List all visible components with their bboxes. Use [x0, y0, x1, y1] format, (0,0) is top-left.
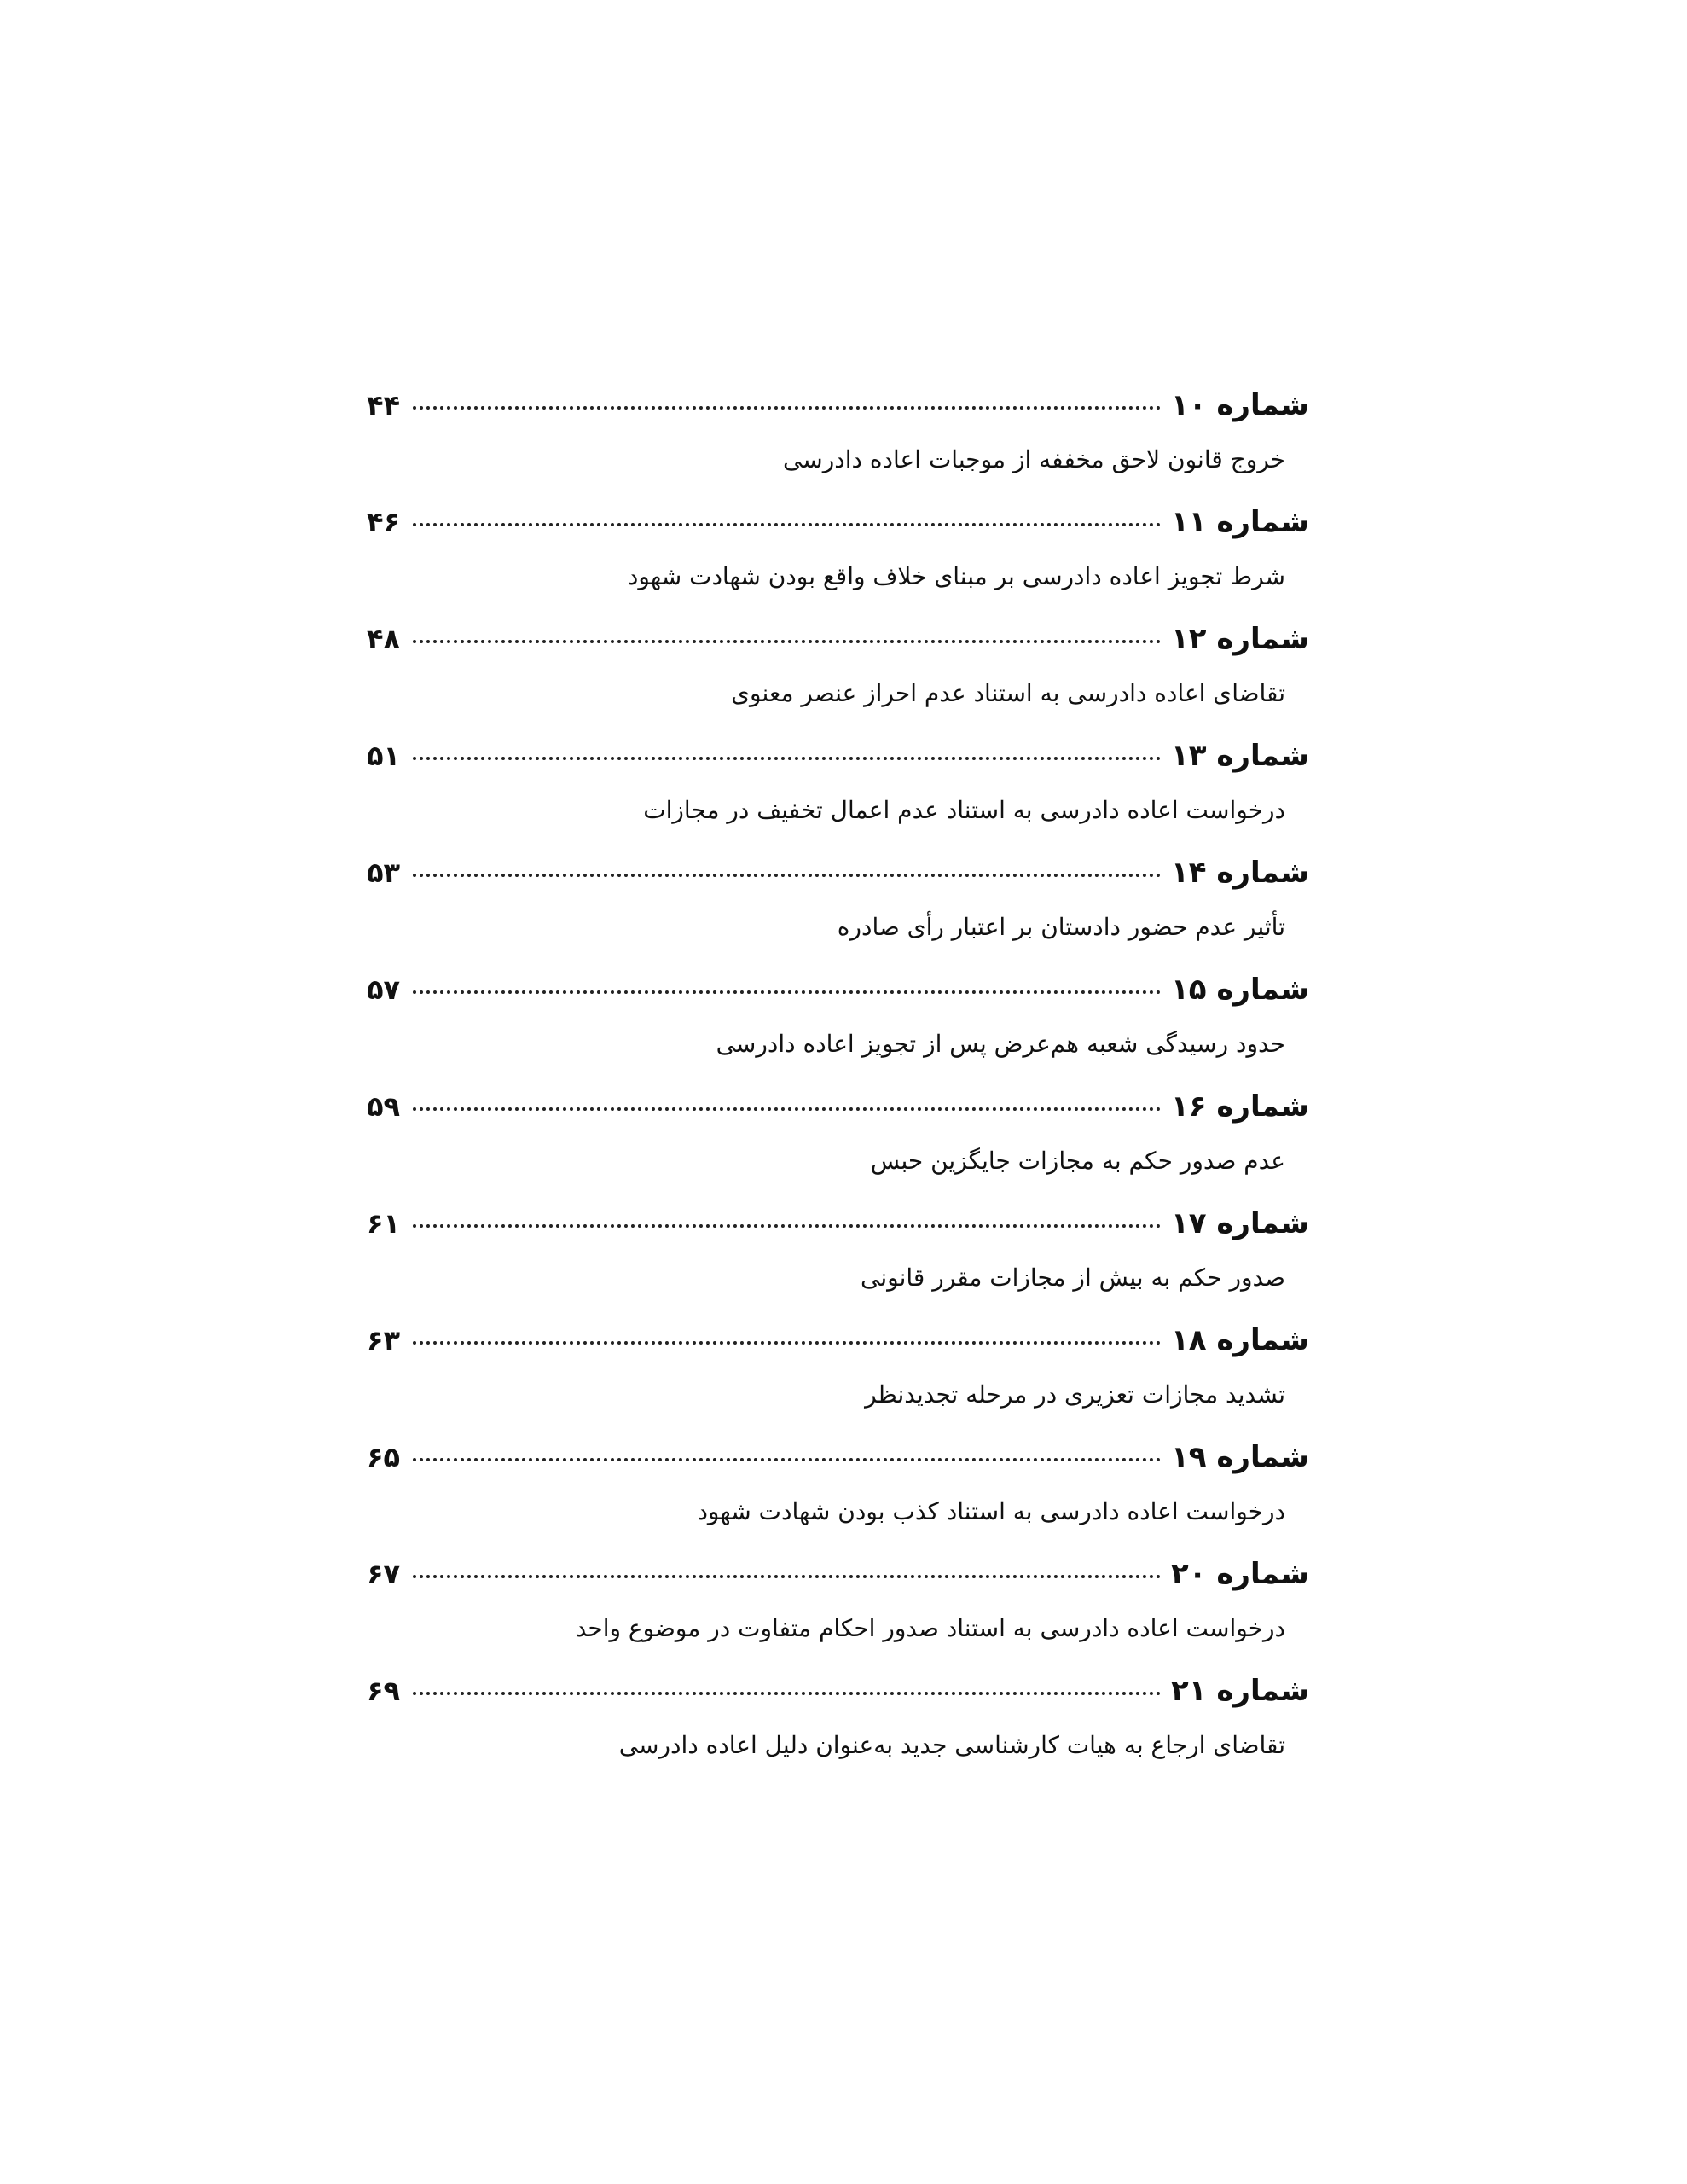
toc-entry-page-number: ۵۹: [367, 1090, 401, 1123]
dot-leader: [413, 1575, 1161, 1578]
dot-leader: [413, 990, 1161, 994]
toc-entry-heading-row: [367, 973, 1309, 1025]
toc-entry-heading-row: [367, 622, 1309, 675]
toc-entry-heading-row: [367, 1323, 1309, 1376]
toc-entry-description: درخواست اعاده دادرسی به استناد صدور احکام متفاوت در موضوع واحد: [575, 1614, 1285, 1642]
toc-entry-title: شماره ۱۸: [1171, 1323, 1309, 1357]
toc-entry-description: شرط تجویز اعاده دادرسی بر مبنای خلاف واقع بودن شهادت شهود: [627, 562, 1285, 590]
toc-entry-title: شماره ۱۶: [1171, 1089, 1309, 1124]
toc-entry-page-number: ۵۱: [367, 740, 401, 772]
dot-leader: [413, 1224, 1161, 1228]
toc-entry-description: تقاضای اعاده دادرسی به استناد عدم احراز عنصر معنوی: [731, 679, 1285, 707]
toc-entry: [367, 622, 1309, 739]
toc-entry-page-number: ۶۹: [367, 1675, 401, 1707]
toc-entry-heading-row: [367, 1557, 1309, 1610]
toc-entry-description: تقاضای ارجاع به هیات کارشناسی جدید به‌عنوان دلیل اعاده دادرسی: [618, 1731, 1285, 1759]
toc-entry-page-number: ۶۷: [367, 1558, 401, 1590]
dot-leader: [413, 1107, 1161, 1111]
toc-entry-heading-row: [367, 388, 1309, 441]
toc-entry: [367, 1089, 1309, 1206]
dot-leader: [413, 1692, 1161, 1695]
table-of-contents: [367, 388, 1309, 1791]
dot-leader: [413, 757, 1161, 760]
toc-entry: [367, 1557, 1309, 1674]
dot-leader: [413, 1458, 1161, 1461]
toc-entry-heading-row: [367, 505, 1309, 558]
toc-entry-description: درخواست اعاده دادرسی به استناد عدم اعمال تخفیف در مجازات: [643, 796, 1285, 824]
toc-entry-heading-row: [367, 1206, 1309, 1259]
toc-entry-description: درخواست اعاده دادرسی به استناد کذب بودن شهادت شهود: [697, 1497, 1285, 1525]
toc-entry-page-number: ۶۳: [367, 1324, 401, 1356]
toc-entry-description: عدم صدور حکم به مجازات جایگزین حبس: [870, 1147, 1285, 1175]
toc-entry-title: شماره ۱۳: [1171, 739, 1309, 773]
dot-leader: [413, 1341, 1161, 1345]
toc-entry-title: شماره ۱۷: [1171, 1206, 1309, 1240]
toc-entry-description: صدور حکم به بیش از مجازات مقرر قانونی: [861, 1263, 1285, 1292]
toc-entry-description: تشدید مجازات تعزیری در مرحله تجدیدنظر: [865, 1380, 1285, 1409]
toc-entry: [367, 1323, 1309, 1440]
dot-leader: [413, 406, 1161, 410]
dot-leader: [413, 523, 1161, 526]
toc-entry-page-number: ۶۱: [367, 1207, 401, 1240]
toc-entry-page-number: ۵۳: [367, 857, 401, 889]
dot-leader: [413, 874, 1161, 877]
toc-entry-page-number: ۶۵: [367, 1441, 401, 1473]
toc-entry-title: شماره ۱۴: [1171, 856, 1309, 890]
toc-entry-title: شماره ۱۰: [1171, 388, 1309, 422]
toc-entry: [367, 1440, 1309, 1557]
toc-entry: [367, 1206, 1309, 1323]
toc-entry-description: تأثیر عدم حضور دادستان بر اعتبار رأی صادره: [837, 913, 1285, 941]
toc-entry-title: شماره ۱۲: [1171, 622, 1309, 656]
toc-entry-description: خروج قانون لاحق مخففه از موجبات اعاده دادرسی: [782, 445, 1285, 473]
toc-entry-page-number: ۵۷: [367, 973, 401, 1006]
toc-entry-heading-row: [367, 1440, 1309, 1493]
toc-entry-title: شماره ۱۵: [1171, 973, 1309, 1007]
toc-entry-title: شماره ۲۱: [1171, 1674, 1309, 1708]
toc-entry-page-number: ۴۴: [367, 389, 401, 421]
toc-entry-heading-row: [367, 739, 1309, 792]
dot-leader: [413, 640, 1161, 643]
toc-entry: [367, 856, 1309, 973]
toc-entry-page-number: ۴۸: [367, 623, 401, 655]
toc-entry-title: شماره ۱۹: [1171, 1440, 1309, 1474]
toc-entry: [367, 739, 1309, 856]
toc-entry: [367, 505, 1309, 622]
toc-entry-description: حدود رسیدگی شعبه هم‌عرض پس از تجویز اعاده دادرسی: [716, 1030, 1285, 1058]
toc-entry: [367, 1674, 1309, 1791]
toc-entry-title: شماره ۱۱: [1171, 505, 1309, 539]
toc-entry-heading-row: [367, 856, 1309, 909]
toc-entry-title: شماره ۲۰: [1171, 1557, 1309, 1591]
toc-entry-heading-row: [367, 1674, 1309, 1727]
toc-entry: [367, 388, 1309, 505]
toc-entry: [367, 973, 1309, 1089]
toc-entry-heading-row: [367, 1089, 1309, 1142]
toc-entry-page-number: ۴۶: [367, 506, 401, 538]
